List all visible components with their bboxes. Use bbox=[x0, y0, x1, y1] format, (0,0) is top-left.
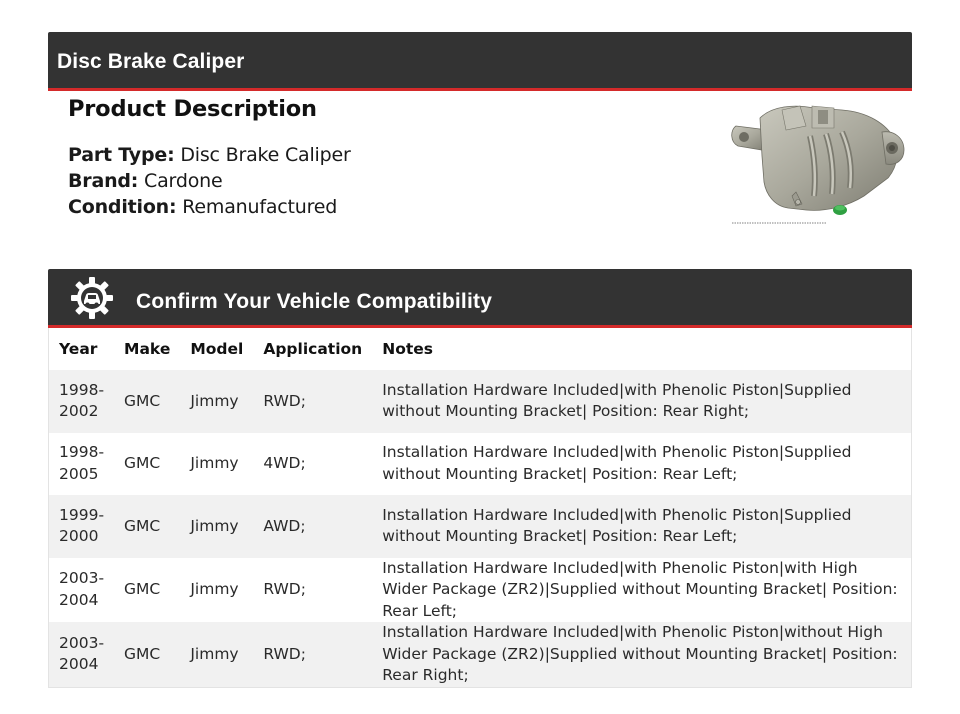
condition-value: Remanufactured bbox=[182, 196, 338, 218]
model-cell: Jimmy bbox=[180, 558, 253, 623]
product-description bbox=[68, 96, 628, 220]
column-header-application: Application bbox=[253, 328, 372, 370]
year-cell: 2003-2004 bbox=[49, 558, 115, 623]
application-cell: RWD; bbox=[253, 558, 372, 623]
notes-cell: Installation Hardware Included|with Phenolic Piston|Supplied without Mounting Bracket| Position: Rear Right; bbox=[372, 370, 911, 433]
brand-row bbox=[68, 168, 628, 194]
part-type-row bbox=[68, 142, 628, 168]
brand-value: Cardone bbox=[144, 170, 223, 192]
model-cell: Jimmy bbox=[180, 495, 253, 558]
product-title-bar bbox=[48, 32, 912, 91]
product-title: Disc Brake Caliper bbox=[57, 50, 245, 73]
model-cell: Jimmy bbox=[180, 433, 253, 496]
table-header-row bbox=[49, 328, 912, 370]
brake-caliper-photo bbox=[722, 96, 912, 230]
compatibility-header bbox=[48, 269, 912, 328]
part-type-value: Disc Brake Caliper bbox=[180, 144, 351, 166]
application-cell: RWD; bbox=[253, 622, 372, 687]
column-header-make: Make bbox=[114, 328, 180, 370]
compatibility-table bbox=[48, 328, 912, 688]
notes-cell: Installation Hardware Included|with Phenolic Piston|Supplied without Mounting Bracket| Position: Rear Left; bbox=[372, 495, 911, 558]
make-cell: GMC bbox=[114, 433, 180, 496]
application-cell: RWD; bbox=[253, 370, 372, 433]
notes-cell: Installation Hardware Included|with Phenolic Piston|Supplied without Mounting Bracket| Position: Rear Left; bbox=[372, 433, 911, 496]
table-row bbox=[49, 495, 912, 558]
description-heading: Product Description bbox=[68, 96, 317, 122]
notes-cell: Installation Hardware Included|with Phenolic Piston|without High Wider Package (ZR2)|Supplied without Mounting Bracket| Position: Rear Right; bbox=[372, 622, 911, 687]
make-cell: GMC bbox=[114, 495, 180, 558]
part-type-label: Part Type: bbox=[68, 144, 175, 166]
model-cell: Jimmy bbox=[180, 370, 253, 433]
column-header-notes: Notes bbox=[372, 328, 911, 370]
gear-car-icon bbox=[70, 276, 114, 320]
make-cell: GMC bbox=[114, 622, 180, 687]
make-cell: GMC bbox=[114, 558, 180, 623]
table-row bbox=[49, 622, 912, 687]
year-cell: 1999-2000 bbox=[49, 495, 115, 558]
year-cell: 2003-2004 bbox=[49, 622, 115, 687]
compatibility-title: Confirm Your Vehicle Compatibility bbox=[136, 290, 493, 313]
year-cell: 1998-2005 bbox=[49, 433, 115, 496]
notes-cell: Installation Hardware Included|with Phenolic Piston|with High Wider Package (ZR2)|Supplied without Mounting Bracket| Position: Rear Left; bbox=[372, 558, 911, 623]
application-cell: 4WD; bbox=[253, 433, 372, 496]
model-cell: Jimmy bbox=[180, 622, 253, 687]
condition-row bbox=[68, 194, 628, 220]
column-header-model: Model bbox=[180, 328, 253, 370]
column-header-year: Year bbox=[49, 328, 115, 370]
application-cell: AWD; bbox=[253, 495, 372, 558]
table-row bbox=[49, 370, 912, 433]
condition-label: Condition: bbox=[68, 196, 177, 218]
brand-label: Brand: bbox=[68, 170, 139, 192]
make-cell: GMC bbox=[114, 370, 180, 433]
table-row bbox=[49, 558, 912, 623]
table-row bbox=[49, 433, 912, 496]
year-cell: 1998-2002 bbox=[49, 370, 115, 433]
